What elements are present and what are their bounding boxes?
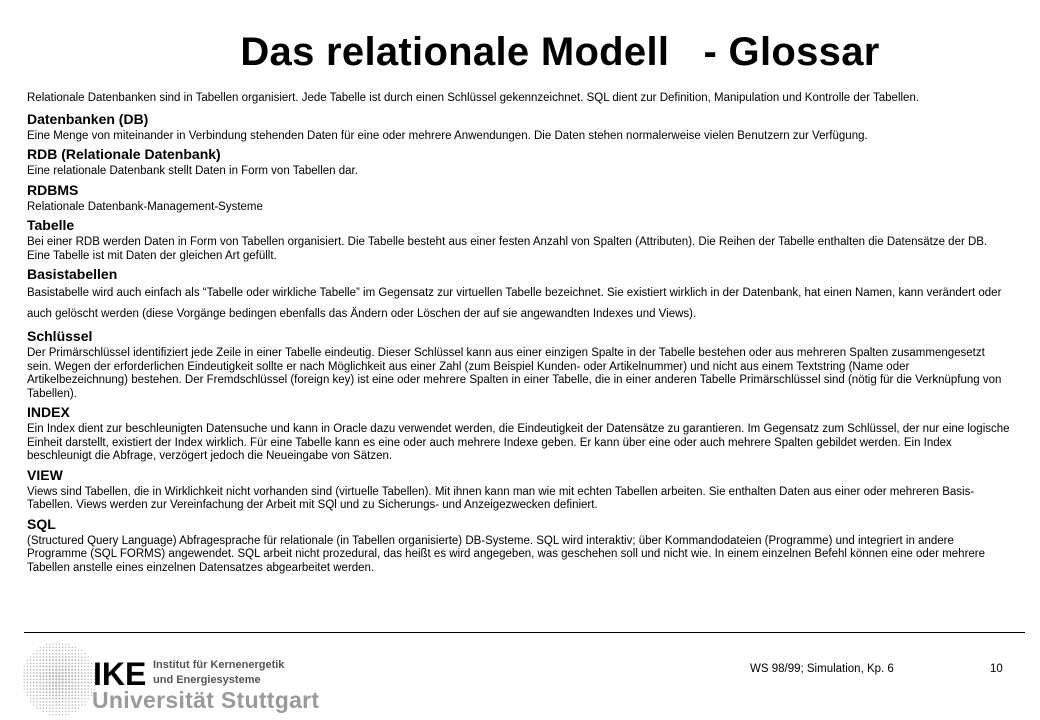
course-info: WS 98/99; Simulation, Kp. 6	[750, 663, 894, 675]
glossary-term: RDBMS	[27, 181, 79, 198]
glossary-definition: Bei einer RDB werden Daten in Form von Tabellen organisiert. Die Tabelle besteht aus einer festen Anzahl von Spalten (Attributen). Die Reihen der Tabelle enthalten die Datensätze der DB. Eine Tabelle ist mit Daten der gleichen Art gefüllt.	[27, 236, 988, 262]
glossary-term: SQL	[27, 515, 56, 532]
glossary-term: Basistabellen	[27, 266, 118, 282]
glossary-definition: Relationale Datenbank-Management-Systeme	[27, 200, 263, 213]
page-title: Das relationale Modell - Glossar	[240, 30, 880, 74]
glossary-definition: Eine relationale Datenbank stellt Daten in Form von Tabellen dar.	[27, 165, 358, 177]
glossary-definition: Ein Index dient zur beschleunigten Datensuche und kann in Oracle dazu verwendet werden, die Eindeutigkeit der Datensätze zu garantieren. Im Gegensatz zum Schlüssel, der nur eine logische Einheit darstellt, existiert der Index wirklich. Für eine Tabelle kann es eine oder auch mehrere Indexe geben. Er kann über eine oder auch mehrere Spalten gebildet werden. Ein Index beschleunigt die Abfrage, verzögert jedoch die Neueingabe von Sätzen.	[27, 423, 1010, 462]
page-number: 10	[990, 663, 1003, 675]
glossary-definition: Views sind Tabellen, die in Wirklichkeit nicht vorhanden sind (virtuelle Tabellen). Mit ihnen kann man wie mit echten Tabellen arbeiten. Sie enthalten Daten aus einer oder mehreren Basis-Tabellen. Views werden zur Vereinfachung der Arbeit mit SQl und zu Sicherungs- und Anzeigezwecken definiert.	[27, 485, 975, 511]
glossary-definition: Eine Menge von miteinander in Verbindung stehenden Daten für eine oder mehrere Anwendungen. Die Daten stehen normalerweise vielen Benutzern zur Verfügung.	[27, 129, 868, 142]
glossary	[27, 92, 1012, 578]
glossary-definition: Basistabelle wird auch einfach als “Tabelle oder wirkliche Tabelle” im Gegensatz zur virtuellen Tabelle bezeichnet. Sie existiert wirklich in der Datenbank, hat einen Namen, kann verändert oder auch gelöscht werden (diese Vorgänge bedingen ebenfalls das Ändern oder Löschen der auf sie angewandten Indexes und Views).	[27, 287, 1002, 320]
ike-logo-mark-icon	[20, 640, 98, 718]
glossary-term: RDB (Relationale Datenbank)	[27, 146, 221, 162]
university-name: Universität Stuttgart	[92, 687, 320, 713]
glossary-definition: (Structured Query Language) Abfragesprache für relationale (in Tabellen organisierte) DB-Systeme. SQL wird interaktiv; über Kommandodateien (Programme) und integriert in andere Programme (SQL FORMS) angewendet. SQL arbeit nicht prozedural, das heißt es wird angegeben, was geschehen soll und nicht wie. In einem einzelnen Befehl können eine oder mehrere Tabellen anstelle eines einzelnen Datensatzes abgearbeitet werden.	[27, 534, 986, 574]
glossary-term: Schlüssel	[27, 328, 93, 344]
glossary-term: Tabelle	[27, 217, 75, 233]
footer-divider	[24, 632, 1025, 633]
glossary-definition: Der Primärschlüssel identifiziert jede Zeile in einer Tabelle eindeutig. Dieser Schlüssel kann aus einer einzigen Spalte in der Tabelle bestehen oder aus mehreren Spalten zusammengesetzt sein. Wegen der erforderlichen Eindeutigkeit sollte er nach Möglichkeit aus einer Zahl (zum Beispiel Kunden- oder Artikelnummer) und nicht aus einem Textstring (Name oder Artikelbezeichnung) bestehen. Der Fremdschlüssel (foreign key) ist eine oder mehrere Spalten in einer Tabelle, die in einer anderen Tabelle Primärschlüssel sind (nötig für die Verknüpfung von Tabellen).	[27, 347, 1002, 400]
institute-name-line-1: Institut für Kernenergetik	[153, 659, 285, 671]
intro-text: Relationale Datenbanken sind in Tabellen organisiert. Jede Tabelle ist durch einen Schlüssel gekennzeichnet. SQL dient zur Definition, Manipulation und Kontrolle der Tabellen.	[27, 92, 920, 104]
glossary-term: Datenbanken (DB)	[27, 110, 149, 127]
ike-logo-text: IKE	[93, 656, 147, 692]
institute-name-line-2: und Energiesysteme	[153, 674, 261, 686]
glossary-term: VIEW	[27, 466, 63, 483]
glossary-term: INDEX	[27, 404, 70, 420]
